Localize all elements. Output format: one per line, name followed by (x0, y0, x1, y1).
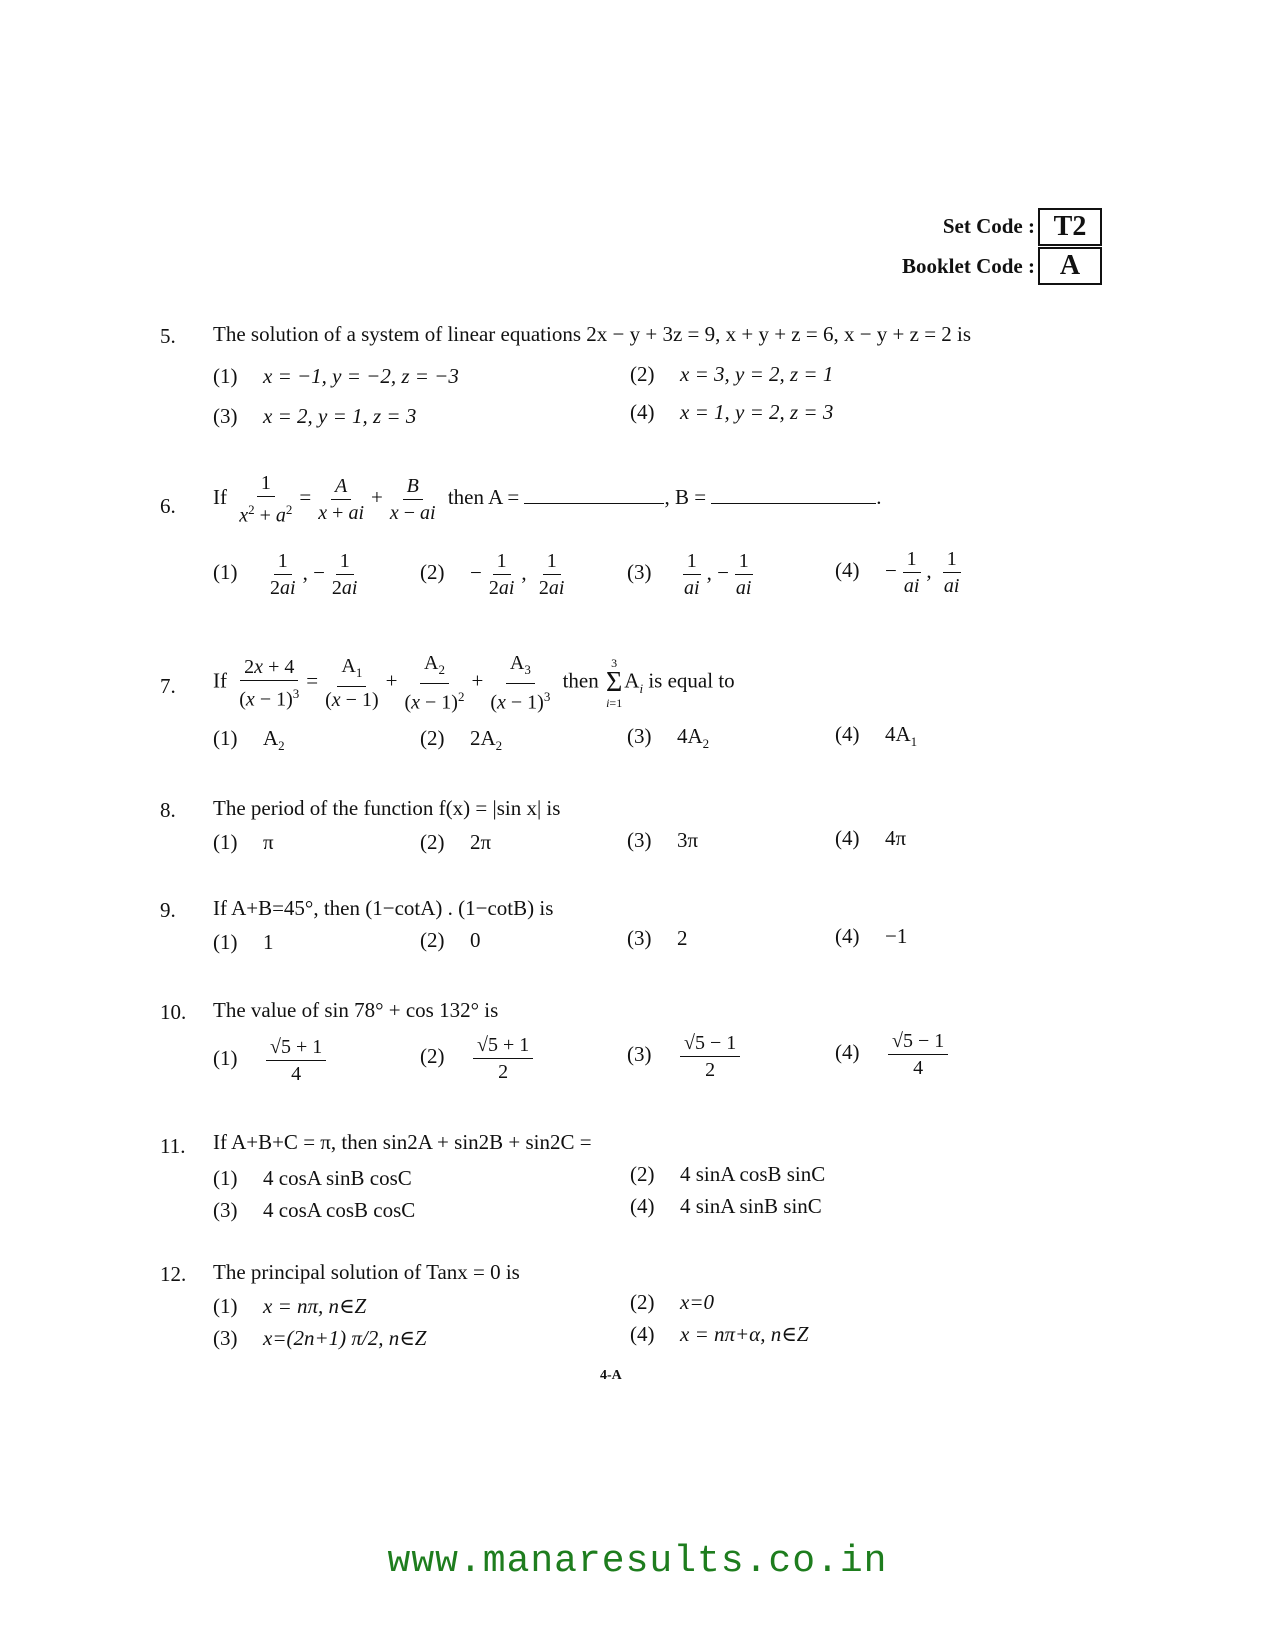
option: (4) − $\frac{1}{ai}$ , $\frac{1}{ai}$ (835, 548, 960, 597)
option: (2) x=0 (630, 1290, 714, 1314)
option: (1) $\frac{1}{2ai}$ , − $\frac{1}{2ai}$ (213, 550, 358, 599)
option: (2) 0 (420, 928, 481, 952)
option: (1) x = −1, y = −2, z = −3 (213, 364, 459, 388)
question-stem: The value of sin 78° + cos 132° is (213, 998, 499, 1022)
option: (3) 4 cosA cosB cosC (213, 1198, 416, 1222)
option: (1) $\frac{√5 + 1}{4}$ (213, 1036, 329, 1085)
option: (3) $\frac{√5 - 1}{2}$ (627, 1032, 743, 1081)
question-stem: The period of the function f(x) = |sin x| is (213, 796, 561, 820)
question-stem: The principal solution of Tanx = 0 is (213, 1260, 520, 1284)
question-stem: If $\frac{1}{x^2 + a^2}$ = $\frac{A}{x + ai}$ + $\frac{B}{x - ai}$ then A = , B = . (213, 472, 882, 527)
option: (1) $A_2$ (213, 726, 285, 754)
booklet-code-box: A (1038, 247, 1102, 285)
set-code-box: T2 (1038, 208, 1102, 246)
summation: 3 Σ i=1 (606, 655, 623, 710)
option: (3) $4A_2$ (627, 724, 710, 752)
page-number: 4-A (600, 1368, 622, 1383)
blank-line (711, 503, 876, 504)
question-number: 6. (160, 494, 176, 518)
fraction: $\frac{A_3}{(x - 1)^3}$ (490, 652, 551, 714)
option: (4) $4A_1$ (835, 722, 918, 750)
option: (3) $\frac{1}{ai}$ , − $\frac{1}{ai}$ (627, 550, 752, 599)
option: (4) $\frac{√5 - 1}{4}$ (835, 1030, 951, 1079)
option: (2) $2A_2$ (420, 726, 503, 754)
fraction: $\frac{1}{x^2 + a^2}$ (239, 472, 293, 527)
question-stem: If A+B+C = π, then sin2A + sin2B + sin2C = (213, 1130, 592, 1154)
fraction: $\frac{A_1}{(x - 1)}$ (325, 654, 379, 711)
option: (4) x = 1, y = 2, z = 3 (630, 400, 834, 424)
option: (2) x = 3, y = 2, z = 1 (630, 362, 834, 386)
question-number: 12. (160, 1262, 187, 1286)
option: (1) 1 (213, 930, 274, 954)
option: (3) x=(2n+1) π/2, n∈Z (213, 1326, 427, 1350)
option: (1) π (213, 830, 274, 854)
option: (3) 3π (627, 828, 699, 852)
question-number: 10. (160, 1000, 187, 1024)
blank-line (524, 503, 664, 504)
footer-url[interactable]: www.manaresults.co.in (387, 1540, 888, 1583)
option: (4) −1 (835, 924, 908, 948)
fraction: $\frac{2x + 4}{(x - 1)^3}$ (239, 655, 300, 711)
question-number: 8. (160, 798, 176, 822)
question-stem: If A+B=45°, then (1−cotA) . (1−cotB) is (213, 896, 554, 920)
option: (2) 4 sinA cosB sinC (630, 1162, 826, 1186)
option: (4) 4 sinA sinB sinC (630, 1194, 822, 1218)
question-stem: The solution of a system of linear equations 2x − y + 3z = 9, x + y + z = 6, x − y + z = 2 is (213, 322, 972, 346)
question-stem: If $\frac{2x + 4}{(x - 1)^3}$ = $\frac{A_1}{(x - 1)}$ + $\frac{A_2}{(x - 1)^2}$ + $\frac{A_3}{(x - 1)^3}$ then 3 Σ i=1 $A_i$ is equal to (213, 652, 735, 714)
question-number: 9. (160, 898, 176, 922)
option: (1) 4 cosA sinB cosC (213, 1166, 412, 1190)
question-number: 5. (160, 324, 176, 348)
option: (1) x = nπ, n∈Z (213, 1294, 367, 1318)
fraction: $\frac{A_2}{(x - 1)^2}$ (404, 652, 465, 714)
option: (3) x = 2, y = 1, z = 3 (213, 404, 417, 428)
fraction: $\frac{A}{x + ai}$ (318, 474, 364, 524)
set-code-label: Set Code : (942, 214, 1035, 238)
option: (4) x = nπ+α, n∈Z (630, 1322, 809, 1346)
option: (2) − $\frac{1}{2ai}$ , $\frac{1}{2ai}$ (420, 550, 565, 599)
fraction: $\frac{B}{x - ai}$ (389, 474, 436, 524)
question-number: 7. (160, 674, 176, 698)
booklet-code-label: Booklet Code : (902, 254, 1035, 278)
option: (2) $\frac{√5 + 1}{2}$ (420, 1034, 536, 1083)
option: (3) 2 (627, 926, 688, 950)
question-number: 11. (160, 1134, 186, 1158)
option: (2) 2π (420, 830, 492, 854)
option: (4) 4π (835, 826, 907, 850)
